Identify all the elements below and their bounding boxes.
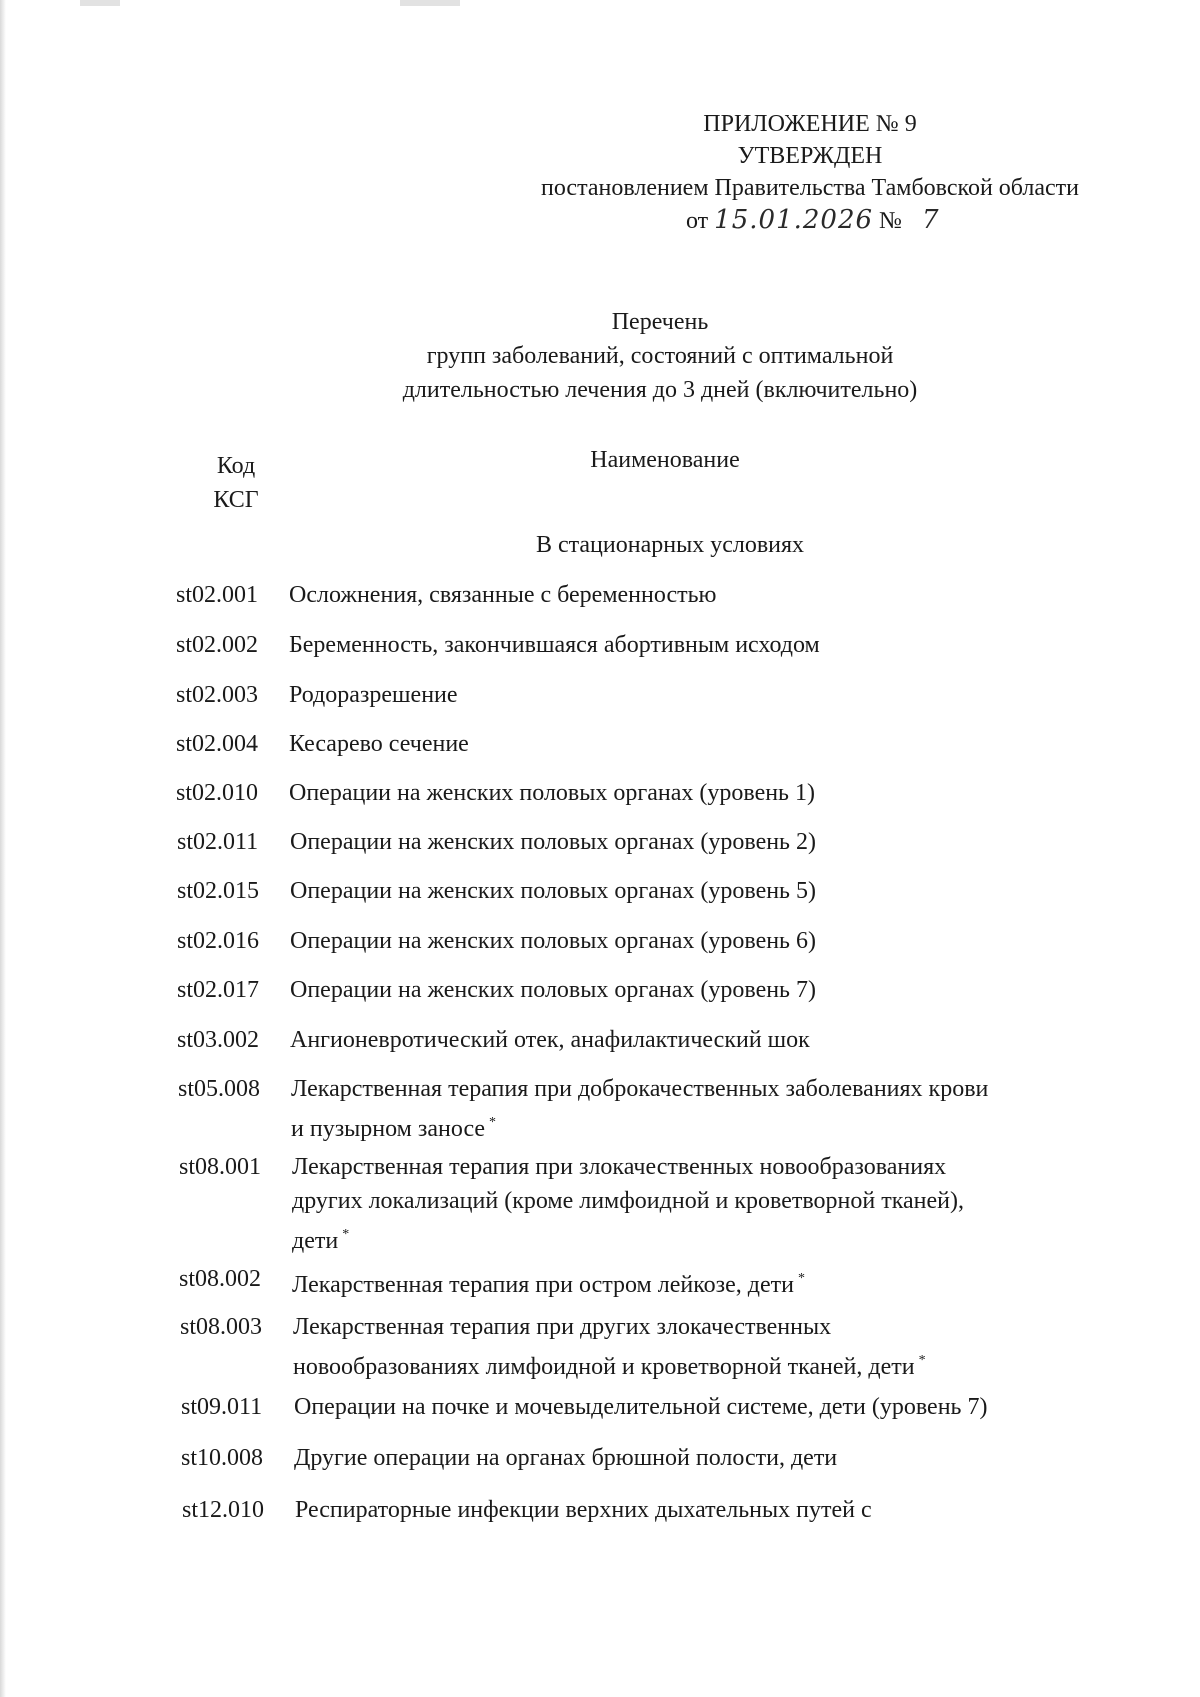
ksg-name	[290, 924, 1070, 958]
ksg-code: st05.008	[178, 1076, 261, 1102]
ksg-name-line: Операции на женских половых органах (уровень 7)	[290, 977, 816, 1003]
ksg-name	[292, 1262, 1072, 1302]
column-header-code	[176, 449, 296, 517]
ksg-name-line: дети *	[292, 1227, 350, 1254]
ksg-code: st02.017	[177, 977, 260, 1003]
number-label: №	[879, 208, 902, 234]
ksg-name	[289, 727, 1069, 761]
ksg-code: st02.015	[177, 878, 260, 904]
ksg-code: st02.010	[176, 780, 259, 806]
scan-edge	[0, 0, 6, 1697]
ksg-name-line: Лекарственная терапия при злокачественных новообразованиях	[292, 1154, 947, 1180]
footnote-asterisk: *	[918, 1353, 926, 1368]
ksg-name-line: Операции на женских половых органах (уровень 2)	[290, 829, 816, 855]
ksg-name	[289, 678, 1069, 712]
ksg-code: st12.010	[182, 1497, 265, 1523]
ksg-code: st10.008	[181, 1445, 264, 1471]
ksg-name	[289, 578, 1069, 612]
ksg-code: st02.011	[177, 829, 259, 855]
ksg-code: st08.001	[179, 1154, 262, 1180]
ksg-name-line: других локализаций (кроме лимфоидной и кроветворной тканей),	[292, 1188, 964, 1214]
ksg-name-line: Ангионевротический отек, анафилактический шок	[290, 1027, 810, 1053]
footnote-asterisk: *	[489, 1115, 497, 1130]
ksg-name-line: Кесарево сечение	[289, 731, 469, 757]
ksg-name	[290, 825, 1070, 859]
ksg-name	[294, 1390, 1074, 1424]
ksg-code: st02.004	[176, 731, 259, 757]
handwritten-number: 7	[921, 205, 940, 235]
ksg-name	[295, 1493, 1075, 1527]
ksg-name-line: Беременность, закончившаяся абортивным исходом	[289, 632, 820, 658]
code-header-line-1: Код	[216, 453, 256, 479]
ksg-name	[290, 973, 1070, 1007]
scan-mark	[400, 0, 460, 6]
ksg-code: st09.011	[181, 1394, 263, 1420]
ksg-code: st02.001	[176, 582, 259, 608]
ksg-name-line: Операции на почке и мочевыделительной системе, дети (уровень 7)	[294, 1394, 988, 1420]
scan-mark	[80, 0, 120, 6]
ksg-code: st08.003	[180, 1314, 263, 1340]
approval-block	[470, 108, 1150, 237]
ksg-name	[293, 1310, 1073, 1384]
handwritten-date: 15.01.2026	[714, 205, 874, 235]
ksg-name	[290, 1023, 1070, 1057]
ksg-name	[290, 874, 1070, 908]
ksg-name-line: Осложнения, связанные с беременностью	[289, 582, 717, 608]
ksg-name-line: Респираторные инфекции верхних дыхательных путей с	[295, 1497, 872, 1523]
ksg-name	[289, 628, 1069, 662]
ksg-name-line: Лекарственная терапия при остром лейкозе, дети *	[292, 1271, 805, 1298]
approved-label: УТВЕРЖДЕН	[737, 143, 883, 169]
ksg-name	[294, 1441, 1074, 1475]
ksg-name-line: Родоразрешение	[289, 682, 458, 708]
ksg-name-line: новообразованиях лимфоидной и кроветворной тканей, дети *	[293, 1353, 926, 1380]
section-title: В стационарных условиях	[535, 532, 805, 558]
ksg-code: st02.002	[176, 632, 259, 658]
footnote-asterisk: *	[342, 1227, 350, 1242]
ksg-code: st08.002	[179, 1266, 262, 1292]
ksg-name-line: Лекарственная терапия при доброкачественных заболеваниях крови	[291, 1076, 989, 1102]
document-title	[260, 305, 1060, 407]
ksg-name-line: Лекарственная терапия при других злокачественных	[293, 1314, 832, 1340]
title-line-2: групп заболеваний, состояний с оптимальной	[426, 343, 894, 369]
title-line-3: длительностью лечения до 3 дней (включительно)	[402, 377, 918, 403]
ksg-name	[289, 776, 1069, 810]
date-prefix: от	[686, 208, 709, 234]
approval-date-line	[470, 204, 1150, 237]
ksg-name-line: Операции на женских половых органах (уровень 1)	[289, 780, 815, 806]
code-header-line-2: КСГ	[213, 487, 259, 513]
column-header-name: Наименование	[590, 447, 740, 473]
approved-by: постановлением Правительства Тамбовской области	[540, 175, 1080, 201]
ksg-name	[292, 1150, 1072, 1258]
ksg-code: st03.002	[177, 1027, 260, 1053]
ksg-name	[291, 1072, 1071, 1146]
footnote-asterisk: *	[797, 1271, 805, 1286]
ksg-name-line: Другие операции на органах брюшной полости, дети	[294, 1445, 838, 1471]
ksg-code: st02.016	[177, 928, 260, 954]
ksg-name-line: Операции на женских половых органах (уровень 6)	[290, 928, 816, 954]
appendix-number: ПРИЛОЖЕНИЕ № 9	[703, 111, 917, 137]
ksg-code: st02.003	[176, 682, 259, 708]
title-line-1: Перечень	[611, 309, 709, 335]
ksg-name-line: Операции на женских половых органах (уровень 5)	[290, 878, 816, 904]
ksg-name-line: и пузырном заносе *	[291, 1115, 497, 1142]
